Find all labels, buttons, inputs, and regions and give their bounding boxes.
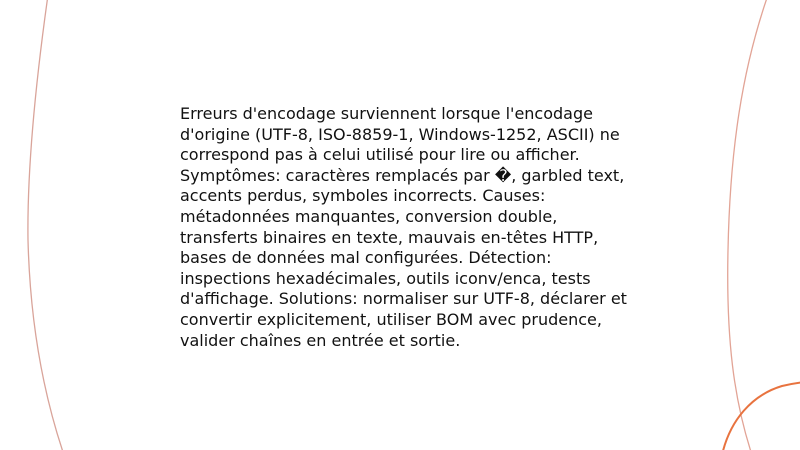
right-decorative-curve [728,0,768,450]
body-paragraph: Erreurs d'encodage surviennent lorsque l'encodage d'origine (UTF-8, ISO-8859-1, Windows-1252, ASCII) ne correspond pas à celui utilisé pour lire ou afficher. Symptômes: caractères remplacés par �, garbled text, accents perdus, symboles incorrects. Causes: métadonnées manquantes, conversion double, transferts binaires en texte, mauvais en-têtes HTTP, bases de données mal configurées. Détection: inspections hexadécimales, outils iconv/enca, tests d'affichage. Solutions: normaliser sur UTF-8, déclarer et convertir explicitement, utiliser BOM avec prudence, valider chaînes en entrée et sortie. [180,104,627,350]
accent-orange-arc [722,382,800,450]
left-decorative-curve [28,0,64,450]
